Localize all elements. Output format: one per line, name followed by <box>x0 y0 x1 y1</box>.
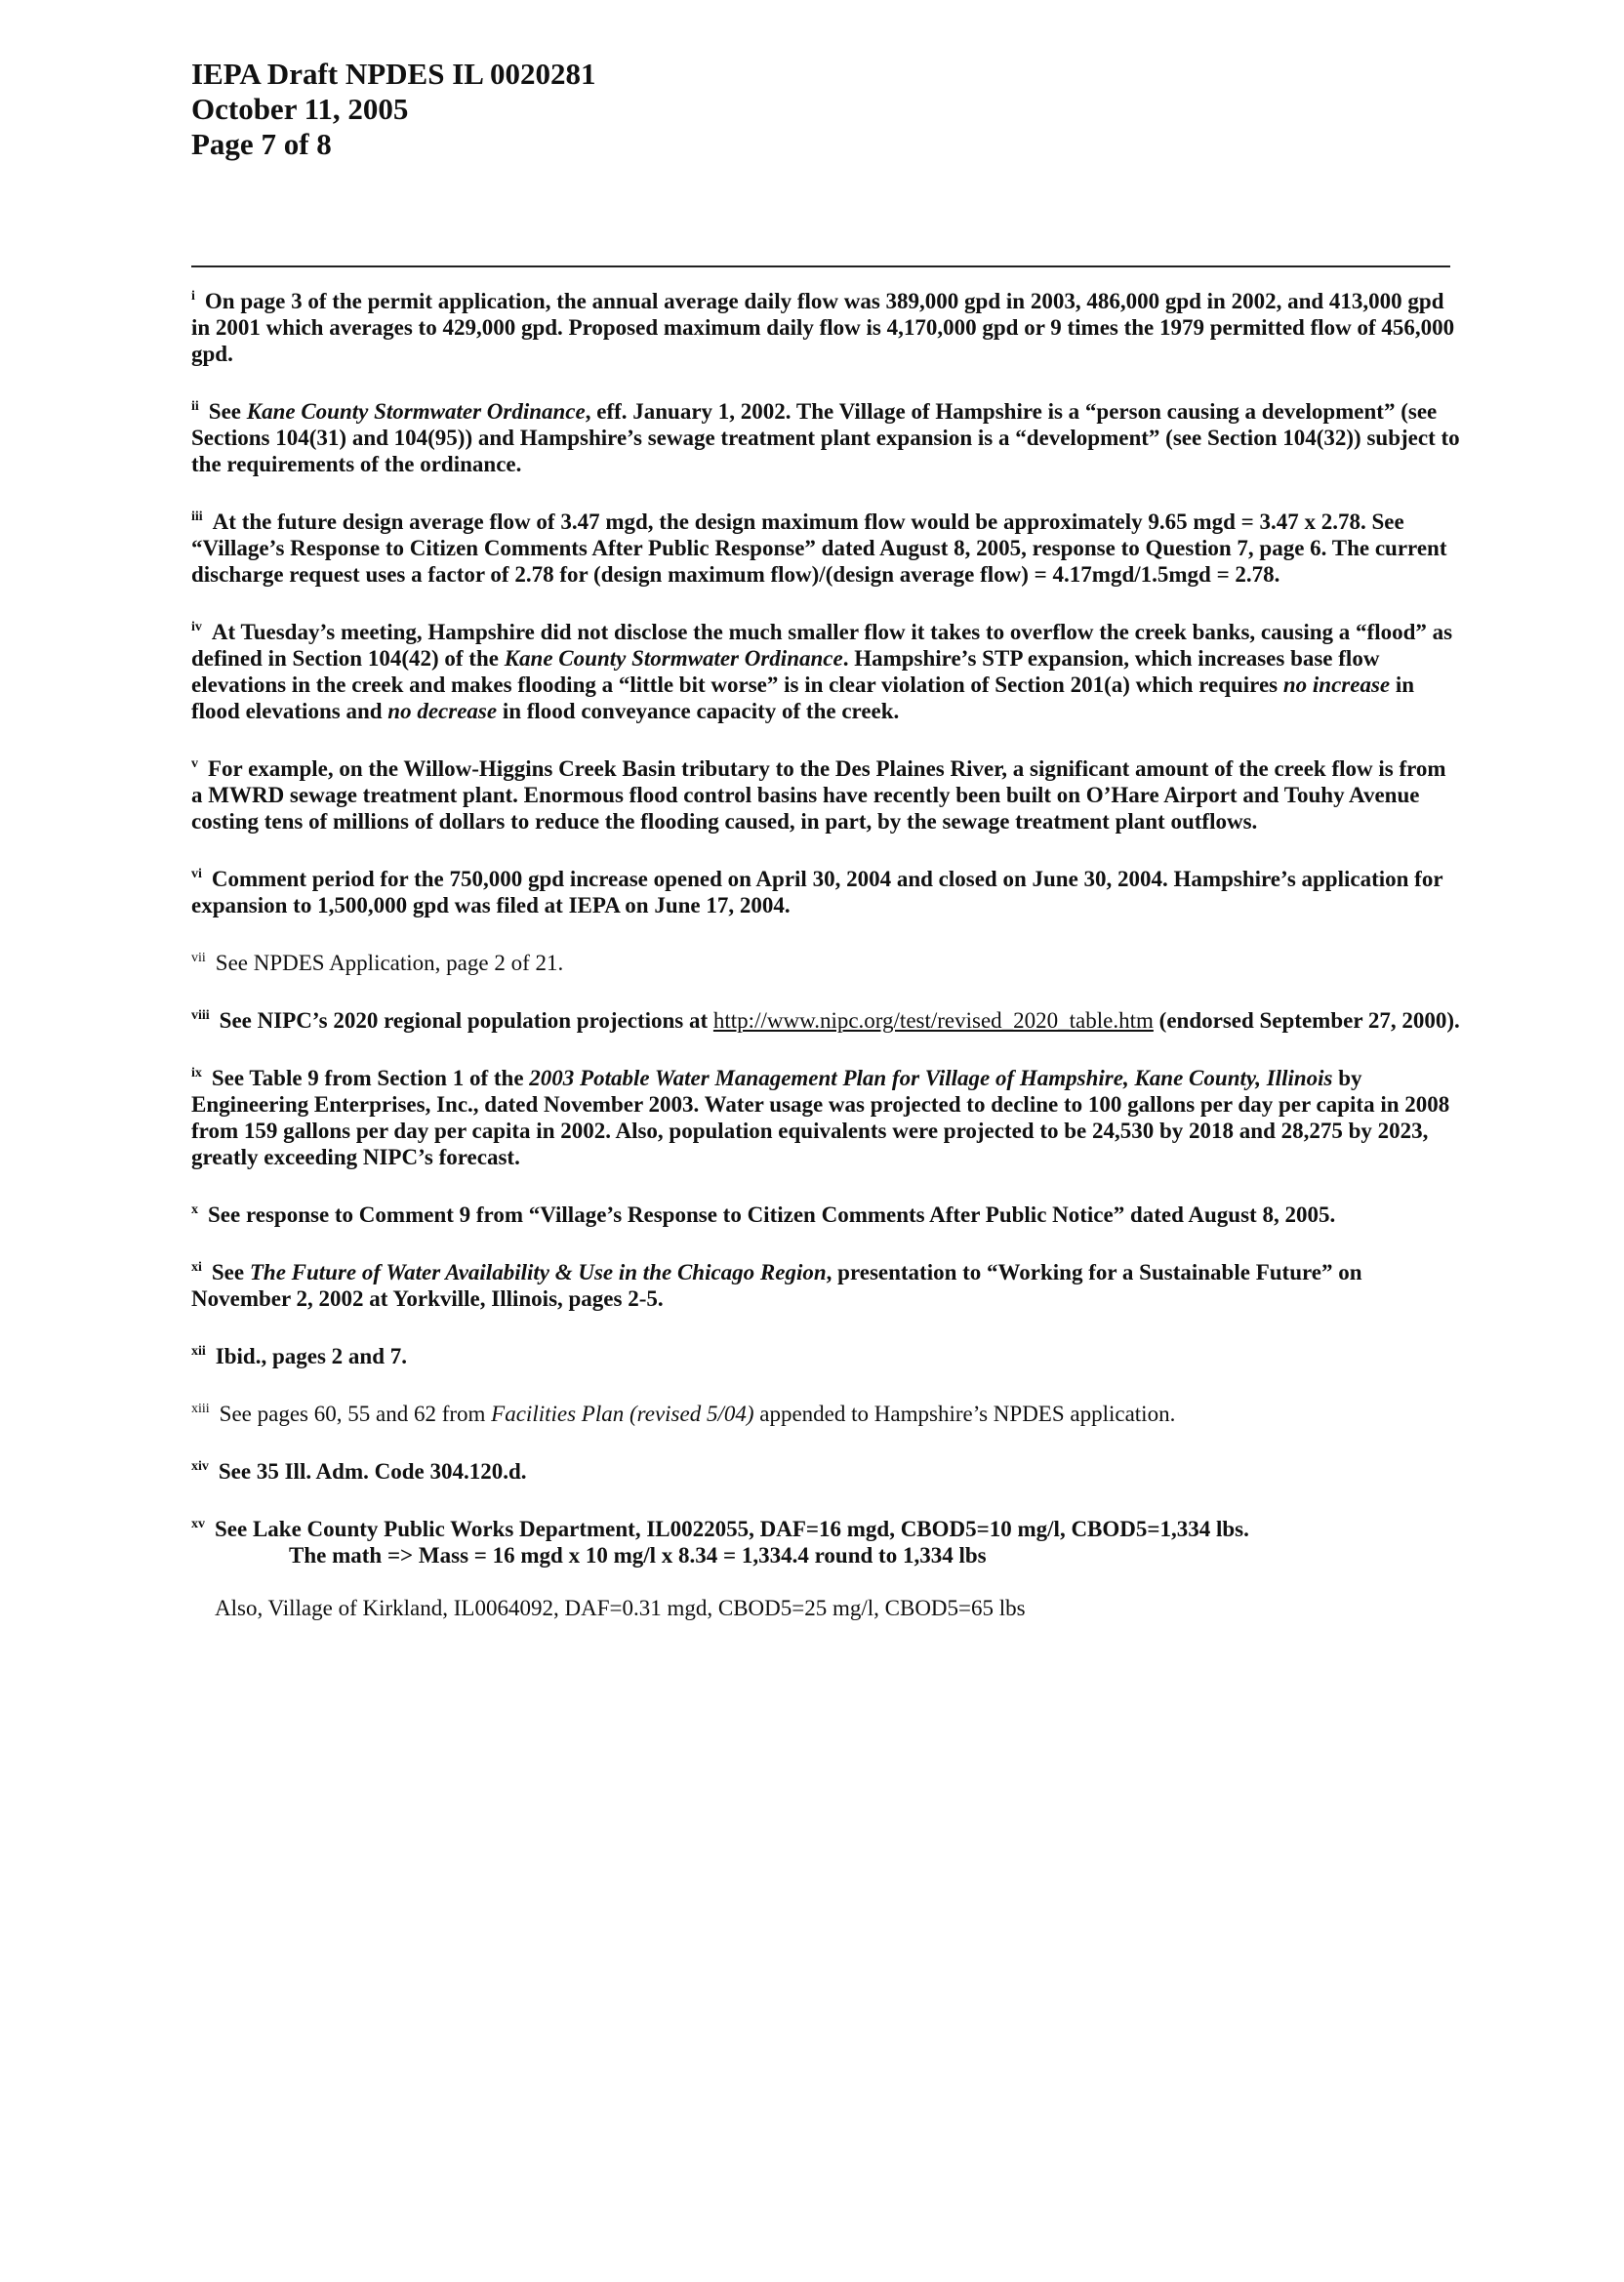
citation-title: 2003 Potable Water Management Plan for Village of Hampshire, Kane County, Illinois <box>529 1066 1333 1090</box>
endnote-text: See pages 60, 55 and 62 from <box>219 1402 492 1426</box>
endnote-text: At the future design average flow of 3.47 mgd, the design maximum flow would be approximately 9.65 mgd = 3.47 x 2.78. See “Village’s Response to Citizen Comments After Public Response” dated August 8, 2005, response to Question 7, page 6. The current discharge request uses a factor of 2.78 for (design maximum flow)/(design average flow) = 4.17mgd/1.5mgd = 2.78. <box>191 509 1447 587</box>
endnote-marker: ix <box>191 1066 202 1080</box>
endnote-xiii <box>191 1396 1460 1427</box>
endnote-text: For example, on the Willow-Higgins Creek Basin tributary to the Des Plaines River, a significant amount of the creek flow is from a MWRD sewage treatment plant. Enormous flood control basins have recently been built on O’Hare Airport and Touhy Avenue costing tens of millions of dollars to reduce the flooding caused, in part, by the sewage treatment plant outflows. <box>191 756 1446 834</box>
endnote-marker: iv <box>191 620 202 634</box>
endnote-marker: ii <box>191 399 199 414</box>
endnote-ix <box>191 1060 1460 1170</box>
endnote-text: in flood elevations and <box>191 672 1415 723</box>
citation-title: Kane County Stormwater Ordinance <box>246 399 586 424</box>
endnote-text: (endorsed September 27, 2000). <box>1153 1008 1460 1033</box>
endnote-marker: vi <box>191 867 202 881</box>
endnote-vi <box>191 861 1460 918</box>
endnote-text: by Engineering Enterprises, Inc., dated November 2003. Water usage was projected to decline to 100 gallons per day per capita in 2008 from 159 gallons per day per capita in 2002. Also, population equivalents were projected to be 24,530 by 2018 and 28,275 by 2023, greatly exceeding NIPC’s forecast. <box>191 1066 1450 1169</box>
endnote-vii <box>191 945 1460 976</box>
endnote-text: in flood conveyance capacity of the creek. <box>497 699 900 723</box>
endnote-marker: iii <box>191 509 203 524</box>
nipc-link[interactable]: http://www.nipc.org/test/revised_2020_table.htm <box>712 1008 1154 1033</box>
endnote-text: . Hampshire’s STP expansion, which increases base flow elevations in the creek and makes flooding a “little bit worse” is in clear violation of Section 201(a) which requires <box>191 646 1380 697</box>
endnote-i <box>191 283 1460 367</box>
endnote-text: , eff. January 1, 2002. The Village of Hampshire is a “person causing a development” (see Sections 104(31) and 104(95)) and Hampshire’s sewage treatment plant expansion is a “development” (see Section 104(32)) subject to the requirements of the ordinance. <box>191 399 1460 476</box>
endnote-text: On page 3 of the permit application, the annual average daily flow was 389,000 gpd in 2003, 486,000 gpd in 2002, and 413,000 gpd in 2001 which averages to 429,000 gpd. Proposed maximum daily flow is 4,170,000 gpd or 9 times the 1979 permitted flow of 456,000 gpd. <box>191 289 1455 366</box>
endnote-v <box>191 751 1460 835</box>
endnote-marker: vii <box>191 951 206 965</box>
endnote-xii <box>191 1338 1460 1369</box>
endnote-xv <box>191 1511 1460 1569</box>
endnote-marker: xii <box>191 1344 206 1359</box>
citation-title: Facilities Plan (revised 5/04) <box>491 1402 754 1426</box>
endnote-text: Comment period for the 750,000 gpd increase opened on April 30, 2004 and closed on June 30, 2004. Hampshire’s application for expansion to 1,500,000 gpd was filed at IEPA on June 17, 2004. <box>191 867 1443 917</box>
endnote-marker: xv <box>191 1517 205 1531</box>
endnotes <box>191 283 1460 1648</box>
emphasis: no increase <box>1282 672 1391 697</box>
endnote-marker: xiv <box>191 1459 209 1474</box>
endnote-text: See NIPC’s 2020 regional population projections at <box>219 1008 713 1033</box>
endnote-marker: i <box>191 289 195 304</box>
page-header <box>191 57 596 162</box>
endnote-text: appended to Hampshire’s NPDES application. <box>753 1402 1176 1426</box>
header-page-number: Page 7 of 8 <box>191 127 332 161</box>
endnote-text: See Lake County Public Works Department, IL0022055, DAF=16 mgd, CBOD5=10 mg/l, CBOD5=1,334 lbs. <box>215 1517 1249 1541</box>
endnote-text: , presentation to “Working for a Sustainable Future” on November 2, 2002 at Yorkville, Illinois, pages 2-5. <box>191 1260 1362 1311</box>
endnote-marker: viii <box>191 1008 210 1023</box>
endnote-ii <box>191 393 1460 477</box>
endnote-iii <box>191 504 1460 588</box>
endnote-marker: xi <box>191 1260 202 1275</box>
math-line: The math => Mass = 16 mgd x 10 mg/l x 8.34 = 1,334.4 round to 1,334 lbs <box>289 1543 987 1568</box>
endnote-text: See <box>211 1260 250 1284</box>
endnote-marker: xiii <box>191 1402 210 1416</box>
endnote-marker: v <box>191 756 198 771</box>
endnote-text: At Tuesday’s meeting, Hampshire did not disclose the much smaller flow it takes to overflow the creek banks, causing a “flood” as defined in Section 104(42) of the <box>191 620 1453 671</box>
endnote-xiv <box>191 1453 1460 1485</box>
endnote-text: Ibid., pages 2 and 7. <box>215 1344 407 1368</box>
endnote-xi <box>191 1254 1460 1312</box>
emphasis: no decrease <box>387 699 498 723</box>
endnote-text: See <box>208 399 247 424</box>
endnote-viii <box>191 1002 1460 1034</box>
citation-title: Kane County Stormwater Ordinance <box>504 646 843 671</box>
endnote-text: See response to Comment 9 from “Village’s Response to Citizen Comments After Public Notice” dated August 8, 2005. <box>208 1202 1336 1227</box>
endnote-iv <box>191 614 1460 724</box>
footnote-divider <box>191 265 1450 267</box>
endnote-marker: x <box>191 1202 198 1217</box>
endnote-text: See Table 9 from Section 1 of the <box>211 1066 530 1090</box>
header-permit-id: IEPA Draft NPDES IL 0020281 <box>191 57 596 91</box>
citation-title: The Future of Water Availability & Use in the Chicago Region <box>249 1260 827 1284</box>
endnote-text: See 35 Ill. Adm. Code 304.120.d. <box>218 1459 527 1484</box>
endnote-x <box>191 1197 1460 1228</box>
endnote-text: See NPDES Application, page 2 of 21. <box>215 951 564 975</box>
also-kirkland-line: Also, Village of Kirkland, IL0064092, DAF=0.31 mgd, CBOD5=25 mg/l, CBOD5=65 lbs <box>215 1596 1026 1620</box>
header-date: October 11, 2005 <box>191 92 409 126</box>
